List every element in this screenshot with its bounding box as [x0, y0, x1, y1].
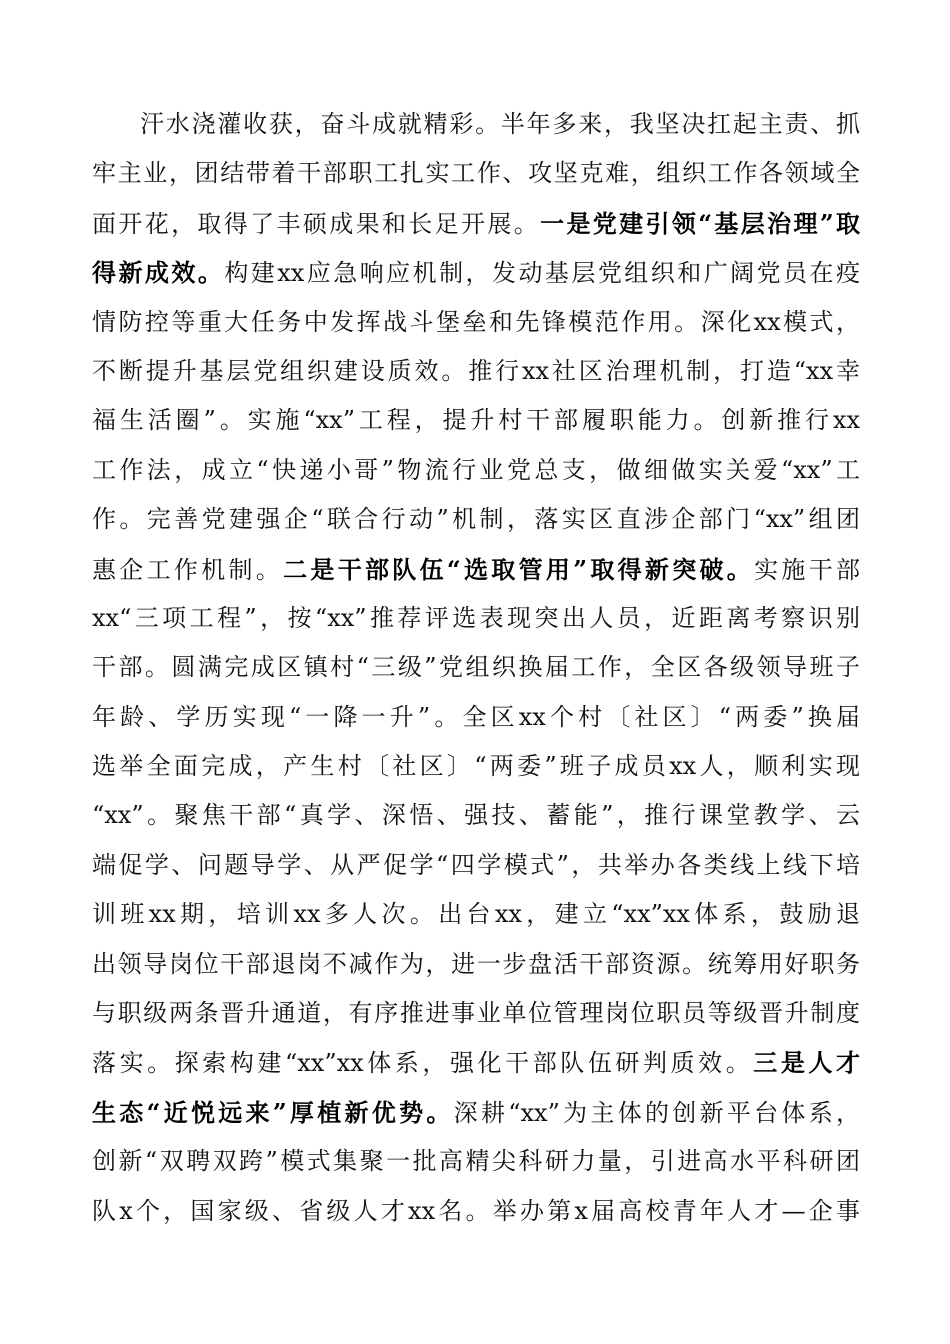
body-text: 年龄、学历实现“一降一升”。全区xx个村〔社区〕“两委”换届 — [92, 702, 860, 731]
bold-heading-text: 生态“近悦远来”厚植新优势。 — [92, 1097, 454, 1127]
body-text: 牢主业，团结带着干部职工扎实工作、攻坚克难，组织工作各领域全 — [92, 159, 860, 188]
text-line — [92, 396, 860, 445]
bold-heading-text: 一是党建引领“基层治理”取 — [540, 208, 861, 238]
bold-heading-text: 三是人才 — [753, 1048, 860, 1078]
body-text: 干部。圆满完成区镇村“三级”党组织换届工作，全区各级领导班子 — [92, 653, 860, 682]
body-text: 出领导岗位干部退岗不减作为，进一步盘活干部资源。统筹用好职务 — [92, 949, 860, 978]
body-text: 选举全面完成，产生村〔社区〕“两委”班子成员xx人，顺利实现 — [92, 752, 860, 781]
text-line — [92, 1088, 860, 1137]
text-line — [92, 446, 860, 495]
body-text: 创新“双聘双跨”模式集聚一批高精尖科研力量，引进高水平科研团 — [92, 1147, 860, 1176]
text-line — [92, 199, 860, 248]
body-text: 情防控等重大任务中发挥战斗堡垒和先锋模范作用。深化xx模式， — [92, 307, 860, 336]
text-line — [92, 347, 860, 396]
text-line — [92, 989, 860, 1038]
text-line — [92, 248, 860, 297]
text-line — [92, 149, 860, 198]
body-text: 深耕“xx”为主体的创新平台体系， — [453, 1098, 861, 1127]
text-line — [92, 594, 860, 643]
text-line — [92, 643, 860, 692]
text-line — [92, 100, 860, 149]
text-line — [92, 841, 860, 890]
text-line — [92, 495, 860, 544]
text-line — [92, 791, 860, 840]
body-text: 汗水浇灌收获，奋斗成就精彩。半年多来，我坚决扛起主责、抓 — [140, 110, 860, 138]
body-text: 惠企工作机制。 — [92, 555, 284, 584]
body-text: 实施干部 — [754, 555, 861, 584]
text-line — [92, 1137, 860, 1186]
body-text: 训班xx期，培训xx多人次。出台xx，建立“xx”xx体系，鼓励退 — [92, 900, 860, 929]
body-text: “xx”。聚焦干部“真学、深悟、强技、蓄能”，推行课堂教学、云 — [92, 801, 860, 830]
body-text: 队x个，国家级、省级人才xx名。举办第x届高校青年人才—企事 — [92, 1196, 860, 1225]
bold-heading-text: 得新成效。 — [92, 258, 225, 288]
body-text: 构建xx应急响应机制，发动基层党组织和广阔党员在疫 — [224, 259, 860, 288]
body-text: 面开花，取得了丰硕成果和长足开展。 — [92, 209, 541, 238]
text-line — [92, 890, 860, 939]
text-line — [92, 545, 860, 594]
text-line — [92, 1038, 860, 1087]
body-text: 不断提升基层党组织建设质效。推行xx社区治理机制，打造“xx幸 — [92, 356, 860, 385]
text-line — [92, 1187, 860, 1236]
text-line — [92, 298, 860, 347]
body-paragraph — [92, 100, 860, 1236]
text-line — [92, 940, 860, 989]
body-text: xx“三项工程”，按“xx”推荐评选表现突出人员，近距离考察识别 — [92, 603, 860, 632]
body-text: 工作法，成立“快递小哥”物流行业党总支，做细做实关爱“xx”工 — [92, 455, 860, 484]
body-text: 端促学、问题导学、从严促学“四学模式”，共举办各类线上线下培 — [92, 850, 860, 879]
text-line — [92, 693, 860, 742]
body-text: 与职级两条晋升通道，有序推进事业单位管理岗位职员等级晋升制度 — [92, 999, 860, 1028]
text-line — [92, 742, 860, 791]
body-text: 作。完善党建强企“联合行动”机制，落实区直涉企部门“xx”组团 — [92, 505, 860, 534]
bold-heading-text: 二是干部队伍“选取管用”取得新突破。 — [283, 554, 755, 584]
body-text: 福生活圈”。实施“xx”工程，提升村干部履职能力。创新推行xx — [92, 406, 860, 435]
body-text: 落实。探索构建“xx”xx体系，强化干部队伍研判质效。 — [92, 1049, 754, 1078]
